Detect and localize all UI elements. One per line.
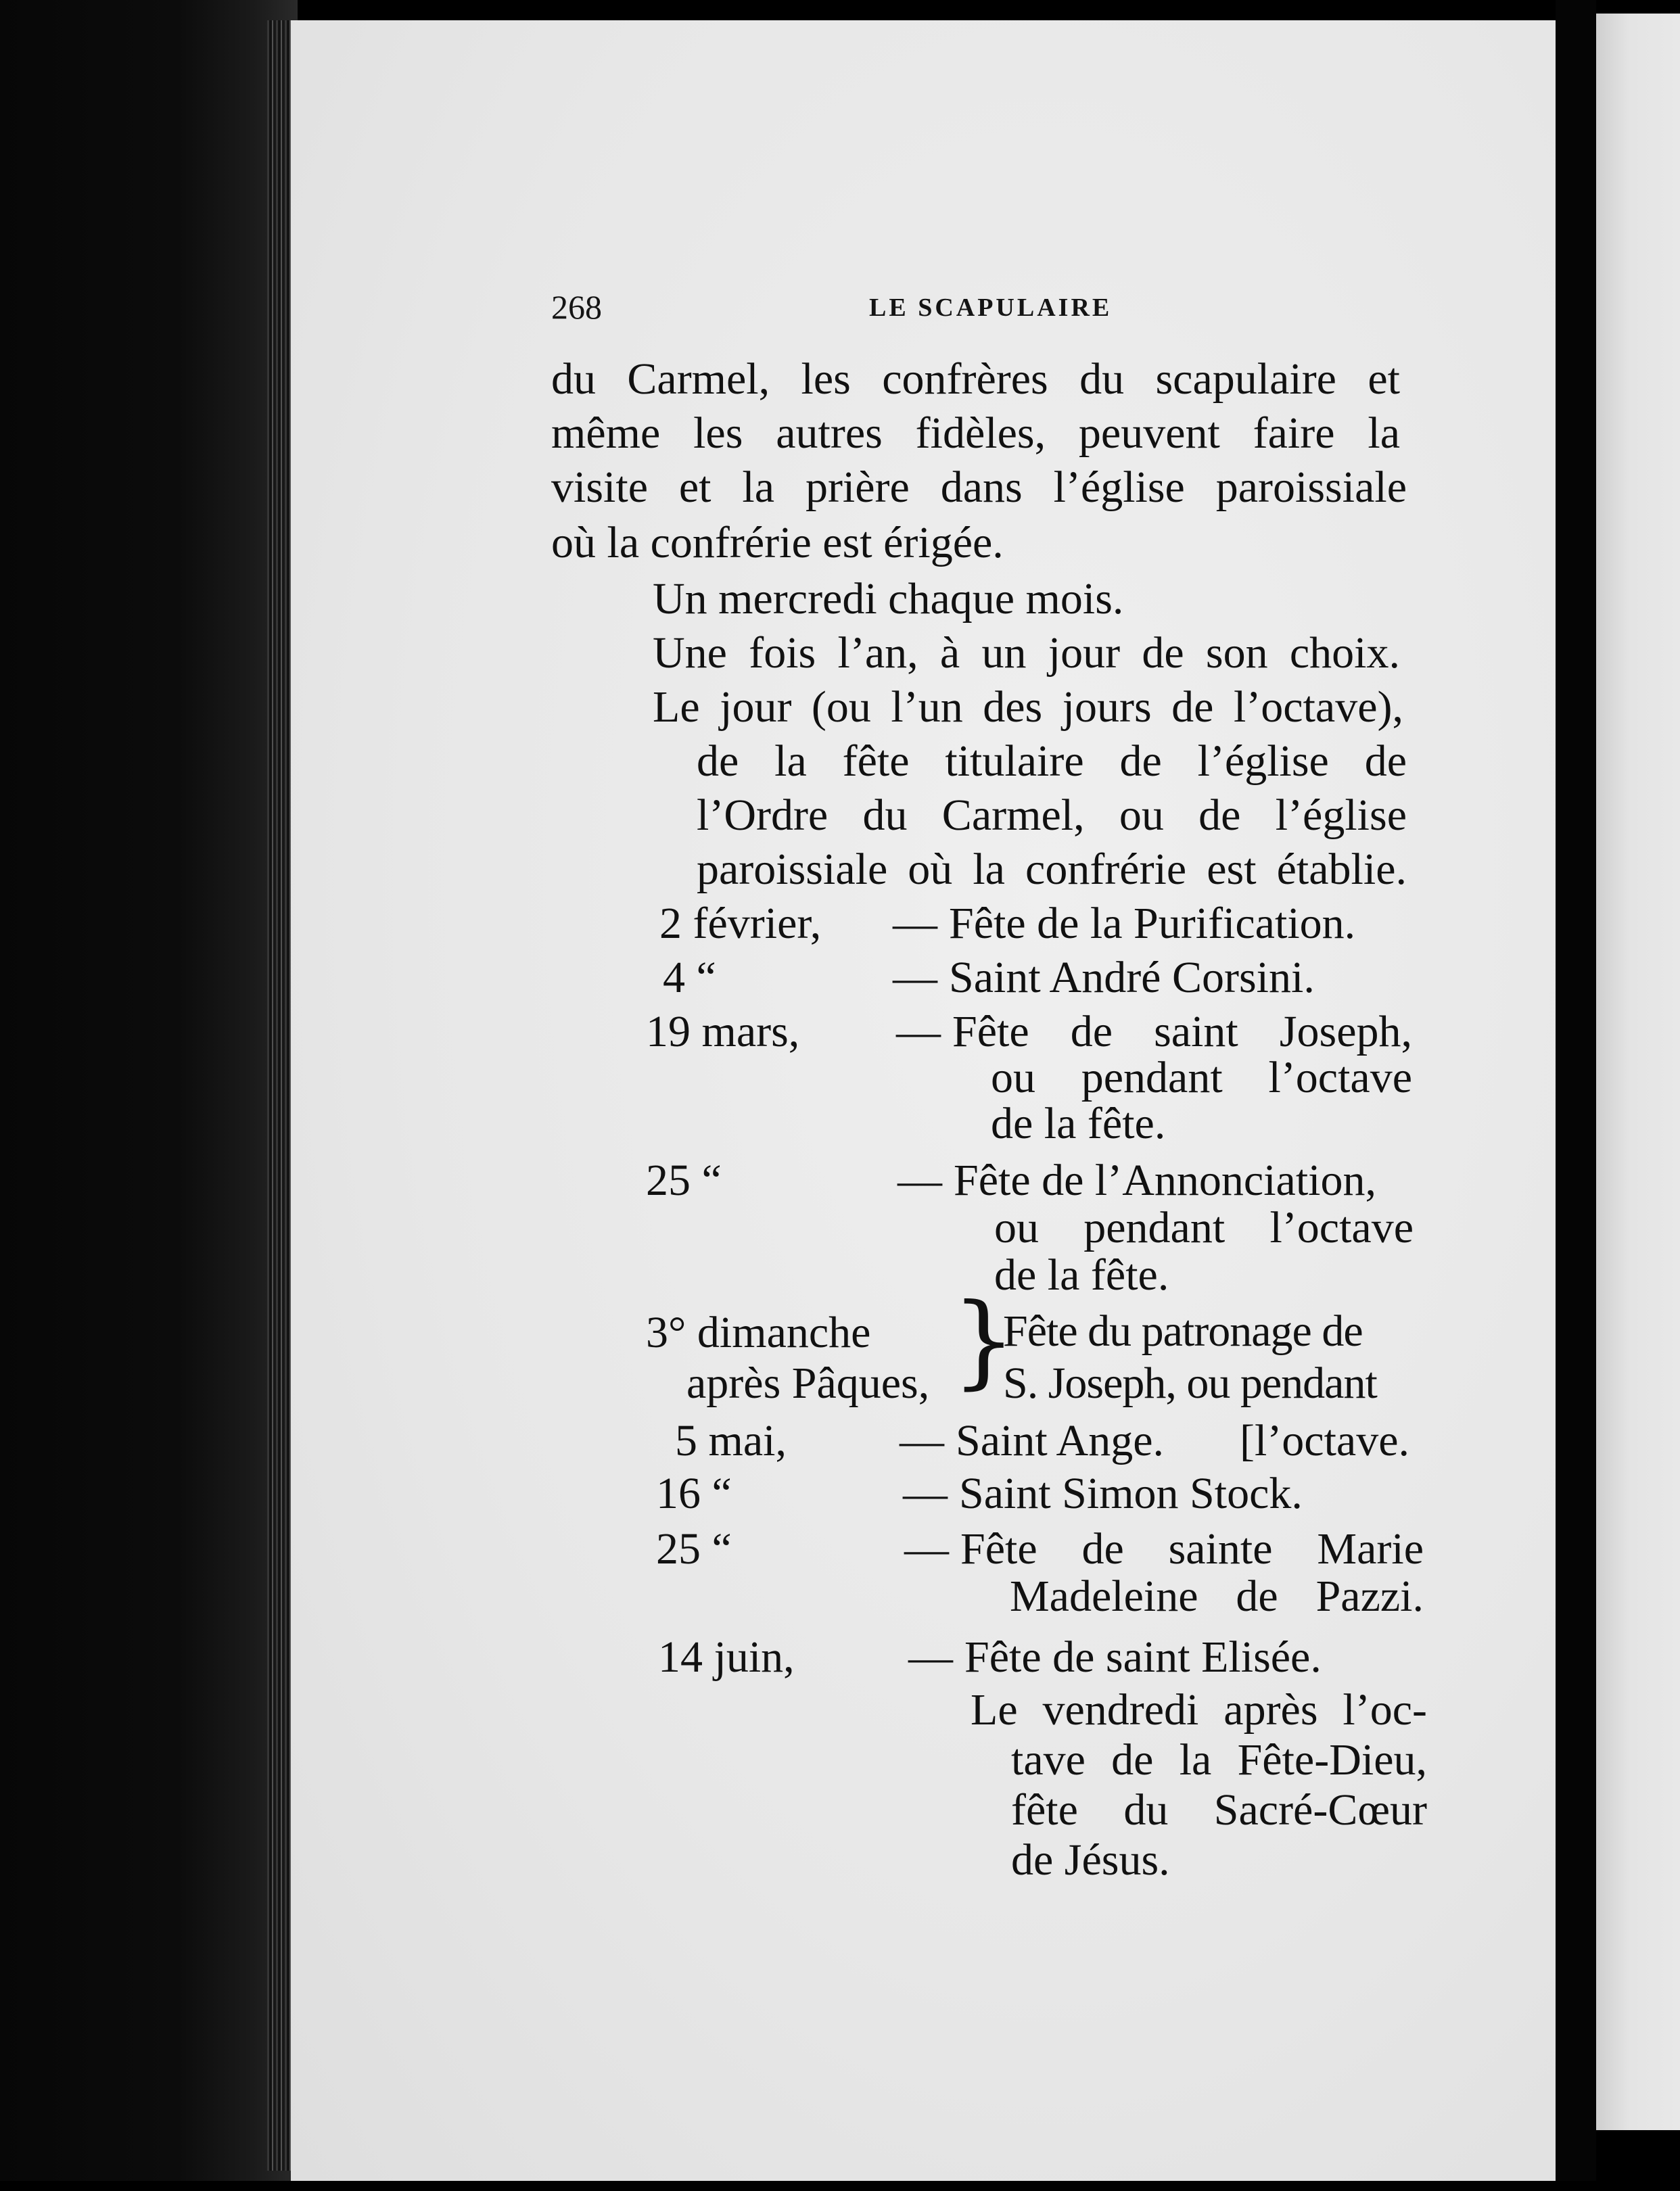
feast-date: 14 juin, — [658, 1632, 795, 1682]
intro-line: même les autres fidèles, peuvent faire la — [551, 408, 1400, 458]
feast-description: Saint Simon Stock. — [959, 1469, 1303, 1518]
scan-border — [0, 2181, 1680, 2191]
feast-dash: — — [900, 1416, 944, 1465]
feast-description: Saint André Corsini. — [949, 953, 1315, 1002]
feast-description: Fête de l’Annonciation, — [954, 1156, 1377, 1205]
feast-description: S. Joseph, ou pendant — [1003, 1359, 1377, 1408]
feast-description: Fête de saint Joseph, — [952, 1007, 1412, 1056]
feast-date: 2 février, — [659, 899, 822, 948]
book-binding-shadow — [0, 0, 298, 2191]
feast-date: 3° dimanche — [646, 1308, 871, 1357]
feast-description: Fête de sainte Marie — [960, 1524, 1424, 1574]
feast-dash: — — [904, 1524, 949, 1574]
titular-feast-line: de la fête titulaire de l’église de — [697, 736, 1407, 786]
facing-page-edge — [1596, 14, 1680, 2130]
running-head — [551, 287, 1430, 335]
feast-date: 5 mai, — [675, 1416, 787, 1465]
feast-date: 25 “ — [656, 1524, 732, 1574]
closing-line: de Jésus. — [1011, 1835, 1170, 1885]
feast-description: Madeleine de Pazzi. — [1010, 1572, 1424, 1621]
feast-description: ou pendant l’octave — [991, 1053, 1412, 1102]
feast-date: 25 “ — [646, 1156, 722, 1205]
feast-date: 19 mars, — [646, 1007, 800, 1056]
feast-description: Saint Ange. — [956, 1416, 1164, 1465]
intro-line: visite et la prière dans l’église paroissiale — [551, 463, 1407, 512]
feast-date: 16 “ — [656, 1469, 732, 1518]
octave-bracket-note: [l’octave. — [1240, 1416, 1410, 1465]
running-title: LE SCAPULAIRE — [869, 293, 1113, 322]
feast-dash: — — [897, 1156, 942, 1205]
page-number: 268 — [551, 288, 602, 326]
titular-feast-line: Le jour (ou l’un des jours de l’octave), — [653, 682, 1403, 732]
feast-description: ou pendant l’octave — [994, 1203, 1414, 1252]
book-gutter — [1556, 0, 1596, 2191]
feast-dash: — — [908, 1632, 953, 1682]
closing-line: fête du Sacré-Cœur — [1011, 1785, 1427, 1835]
titular-feast-line: paroissiale où la confrérie est établie. — [697, 845, 1407, 894]
feast-date: après Pâques, — [686, 1359, 930, 1408]
option-line: Un mercredi chaque mois. — [653, 574, 1124, 623]
feast-dash: — — [903, 1469, 948, 1518]
intro-line: du Carmel, les confrères du scapulaire et — [551, 354, 1400, 404]
grouping-brace: } — [952, 1282, 1017, 1400]
feast-description: Fête de saint Elisée. — [964, 1632, 1322, 1682]
feast-description: de la fête. — [991, 1099, 1166, 1148]
option-line: Une fois l’an, à un jour de son choix. — [653, 628, 1400, 678]
feast-dash: — — [893, 953, 937, 1002]
feast-dash: — — [893, 899, 937, 948]
feast-description: Fête du patronage de — [1003, 1306, 1363, 1356]
feast-description: de la fête. — [994, 1250, 1169, 1300]
closing-line: tave de la Fête-Dieu, — [1011, 1735, 1427, 1785]
feast-date: 4 “ — [663, 953, 716, 1002]
closing-line: Le vendredi après l’oc- — [971, 1685, 1427, 1735]
feast-dash: — — [896, 1007, 941, 1056]
feast-description: Fête de la Purification. — [949, 899, 1356, 948]
titular-feast-line: l’Ordre du Carmel, ou de l’église — [697, 791, 1407, 840]
intro-line: où la confrérie est érigée. — [551, 518, 1004, 567]
